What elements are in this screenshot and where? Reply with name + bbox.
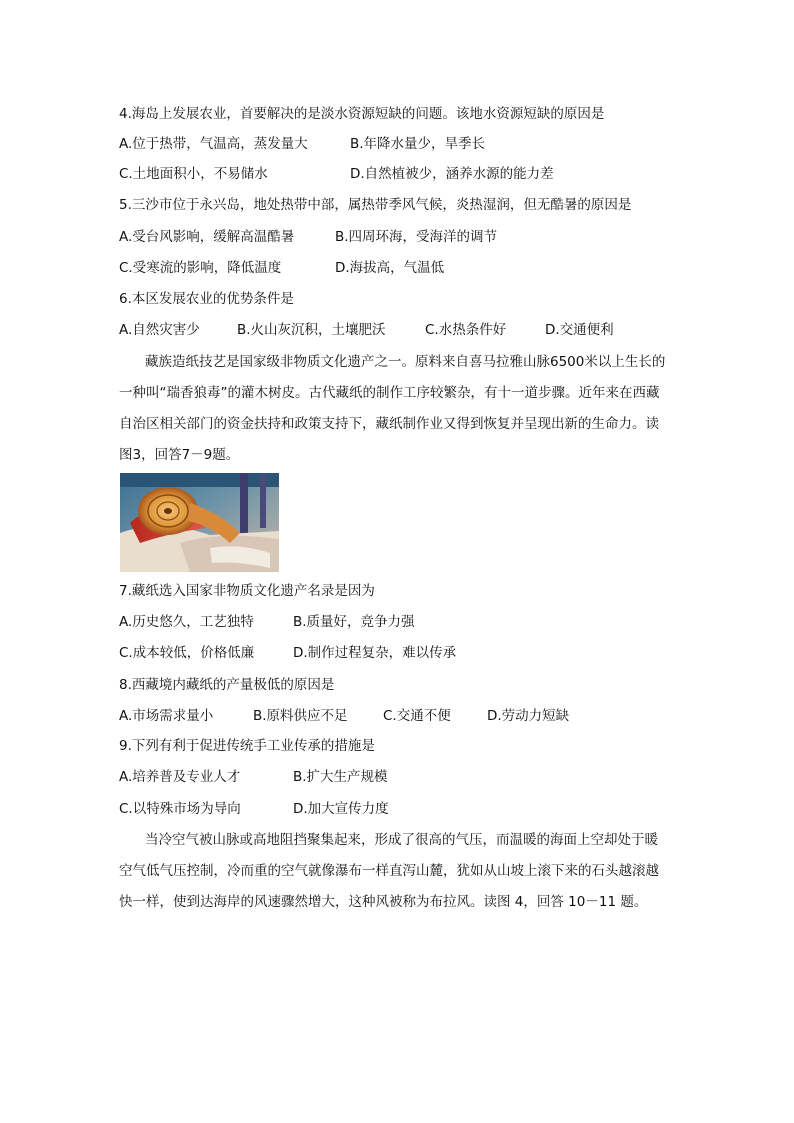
passage1-line1: 藏族造纸技艺是国家级非物质文化遗产之一。原料来自喜马拉雅山脉6500米以上生长的 <box>145 354 666 370</box>
q6-stem: 6.本区发展农业的优势条件是 <box>119 291 294 307</box>
q7-option-b: B.质量好，竞争力强 <box>293 614 415 630</box>
q7-option-a: A.历史悠久，工艺独特 <box>119 614 254 630</box>
q6-option-b: B.火山灰沉积，土壤肥沃 <box>237 322 386 338</box>
q8-option-b: B.原料供应不足 <box>253 708 348 724</box>
q8-option-c: C.交通不便 <box>383 708 451 724</box>
q8-option-a: A.市场需求量小 <box>119 708 214 724</box>
q8-stem: 8.西藏境内藏纸的产量极低的原因是 <box>119 677 335 693</box>
passage1-line2: 一种叫“瑞香狼毒”的灌木树皮。古代藏纸的制作工序较繁杂，有十一道步骤。近年来在西藏 <box>119 385 660 401</box>
q9-option-b: B.扩大生产规模 <box>293 769 388 785</box>
tibetan-paper-photo <box>120 473 279 572</box>
q7-stem: 7.藏纸选入国家非物质文化遗产名录是因为 <box>119 583 375 599</box>
q7-option-d: D.制作过程复杂，难以传承 <box>293 645 457 661</box>
passage1-line4: 图3，回答7－9题。 <box>119 447 240 463</box>
q4-option-c: C.土地面积小，不易储水 <box>119 166 268 182</box>
q9-option-a: A.培养普及专业人才 <box>119 769 241 785</box>
q4-stem: 4.海岛上发展农业，首要解决的是淡水资源短缺的问题。该地水资源短缺的原因是 <box>119 106 605 122</box>
q6-option-c: C.水热条件好 <box>425 322 507 338</box>
passage1-line3: 自治区相关部门的资金扶持和政策支持下，藏纸制作业又得到恢复并呈现出新的生命力。读 <box>119 416 659 432</box>
q6-option-a: A.自然灾害少 <box>119 322 200 338</box>
passage2-line3: 快一样，使到达海岸的风速骤然增大，这种风被称为布拉风。读图 4，回答 10－11 题。 <box>119 894 648 910</box>
passage2-line2: 空气低气压控制，冷而重的空气就像瀑布一样直泻山麓，犹如从山坡上滚下来的石头越滚越 <box>119 863 659 879</box>
q4-option-d: D.自然植被少，涵养水源的能力差 <box>350 166 554 182</box>
q7-option-c: C.成本较低，价格低廉 <box>119 645 255 661</box>
q5-option-a: A.受台风影响，缓解高温酷暑 <box>119 229 295 245</box>
q4-option-b: B.年降水量少，旱季长 <box>350 136 486 152</box>
q6-option-d: D.交通便利 <box>545 322 614 338</box>
q9-option-c: C.以特殊市场为导向 <box>119 801 241 817</box>
passage2-line1: 当冷空气被山脉或高地阻挡聚集起来，形成了很高的气压，而温暖的海面上空却处于暖 <box>145 832 658 848</box>
q4-option-a: A.位于热带，气温高，蒸发量大 <box>119 136 308 152</box>
q9-stem: 9.下列有利于促进传统手工业传承的措施是 <box>119 738 375 754</box>
q5-option-d: D.海拔高，气温低 <box>335 260 445 276</box>
q5-option-b: B.四周环海，受海洋的调节 <box>335 229 498 245</box>
q5-option-c: C.受寒流的影响，降低温度 <box>119 260 282 276</box>
q9-option-d: D.加大宣传力度 <box>293 801 389 817</box>
q8-option-d: D.劳动力短缺 <box>487 708 570 724</box>
q5-stem: 5.三沙市位于永兴岛，地处热带中部，属热带季风气候，炎热湿润，但无酷暑的原因是 <box>119 197 632 213</box>
